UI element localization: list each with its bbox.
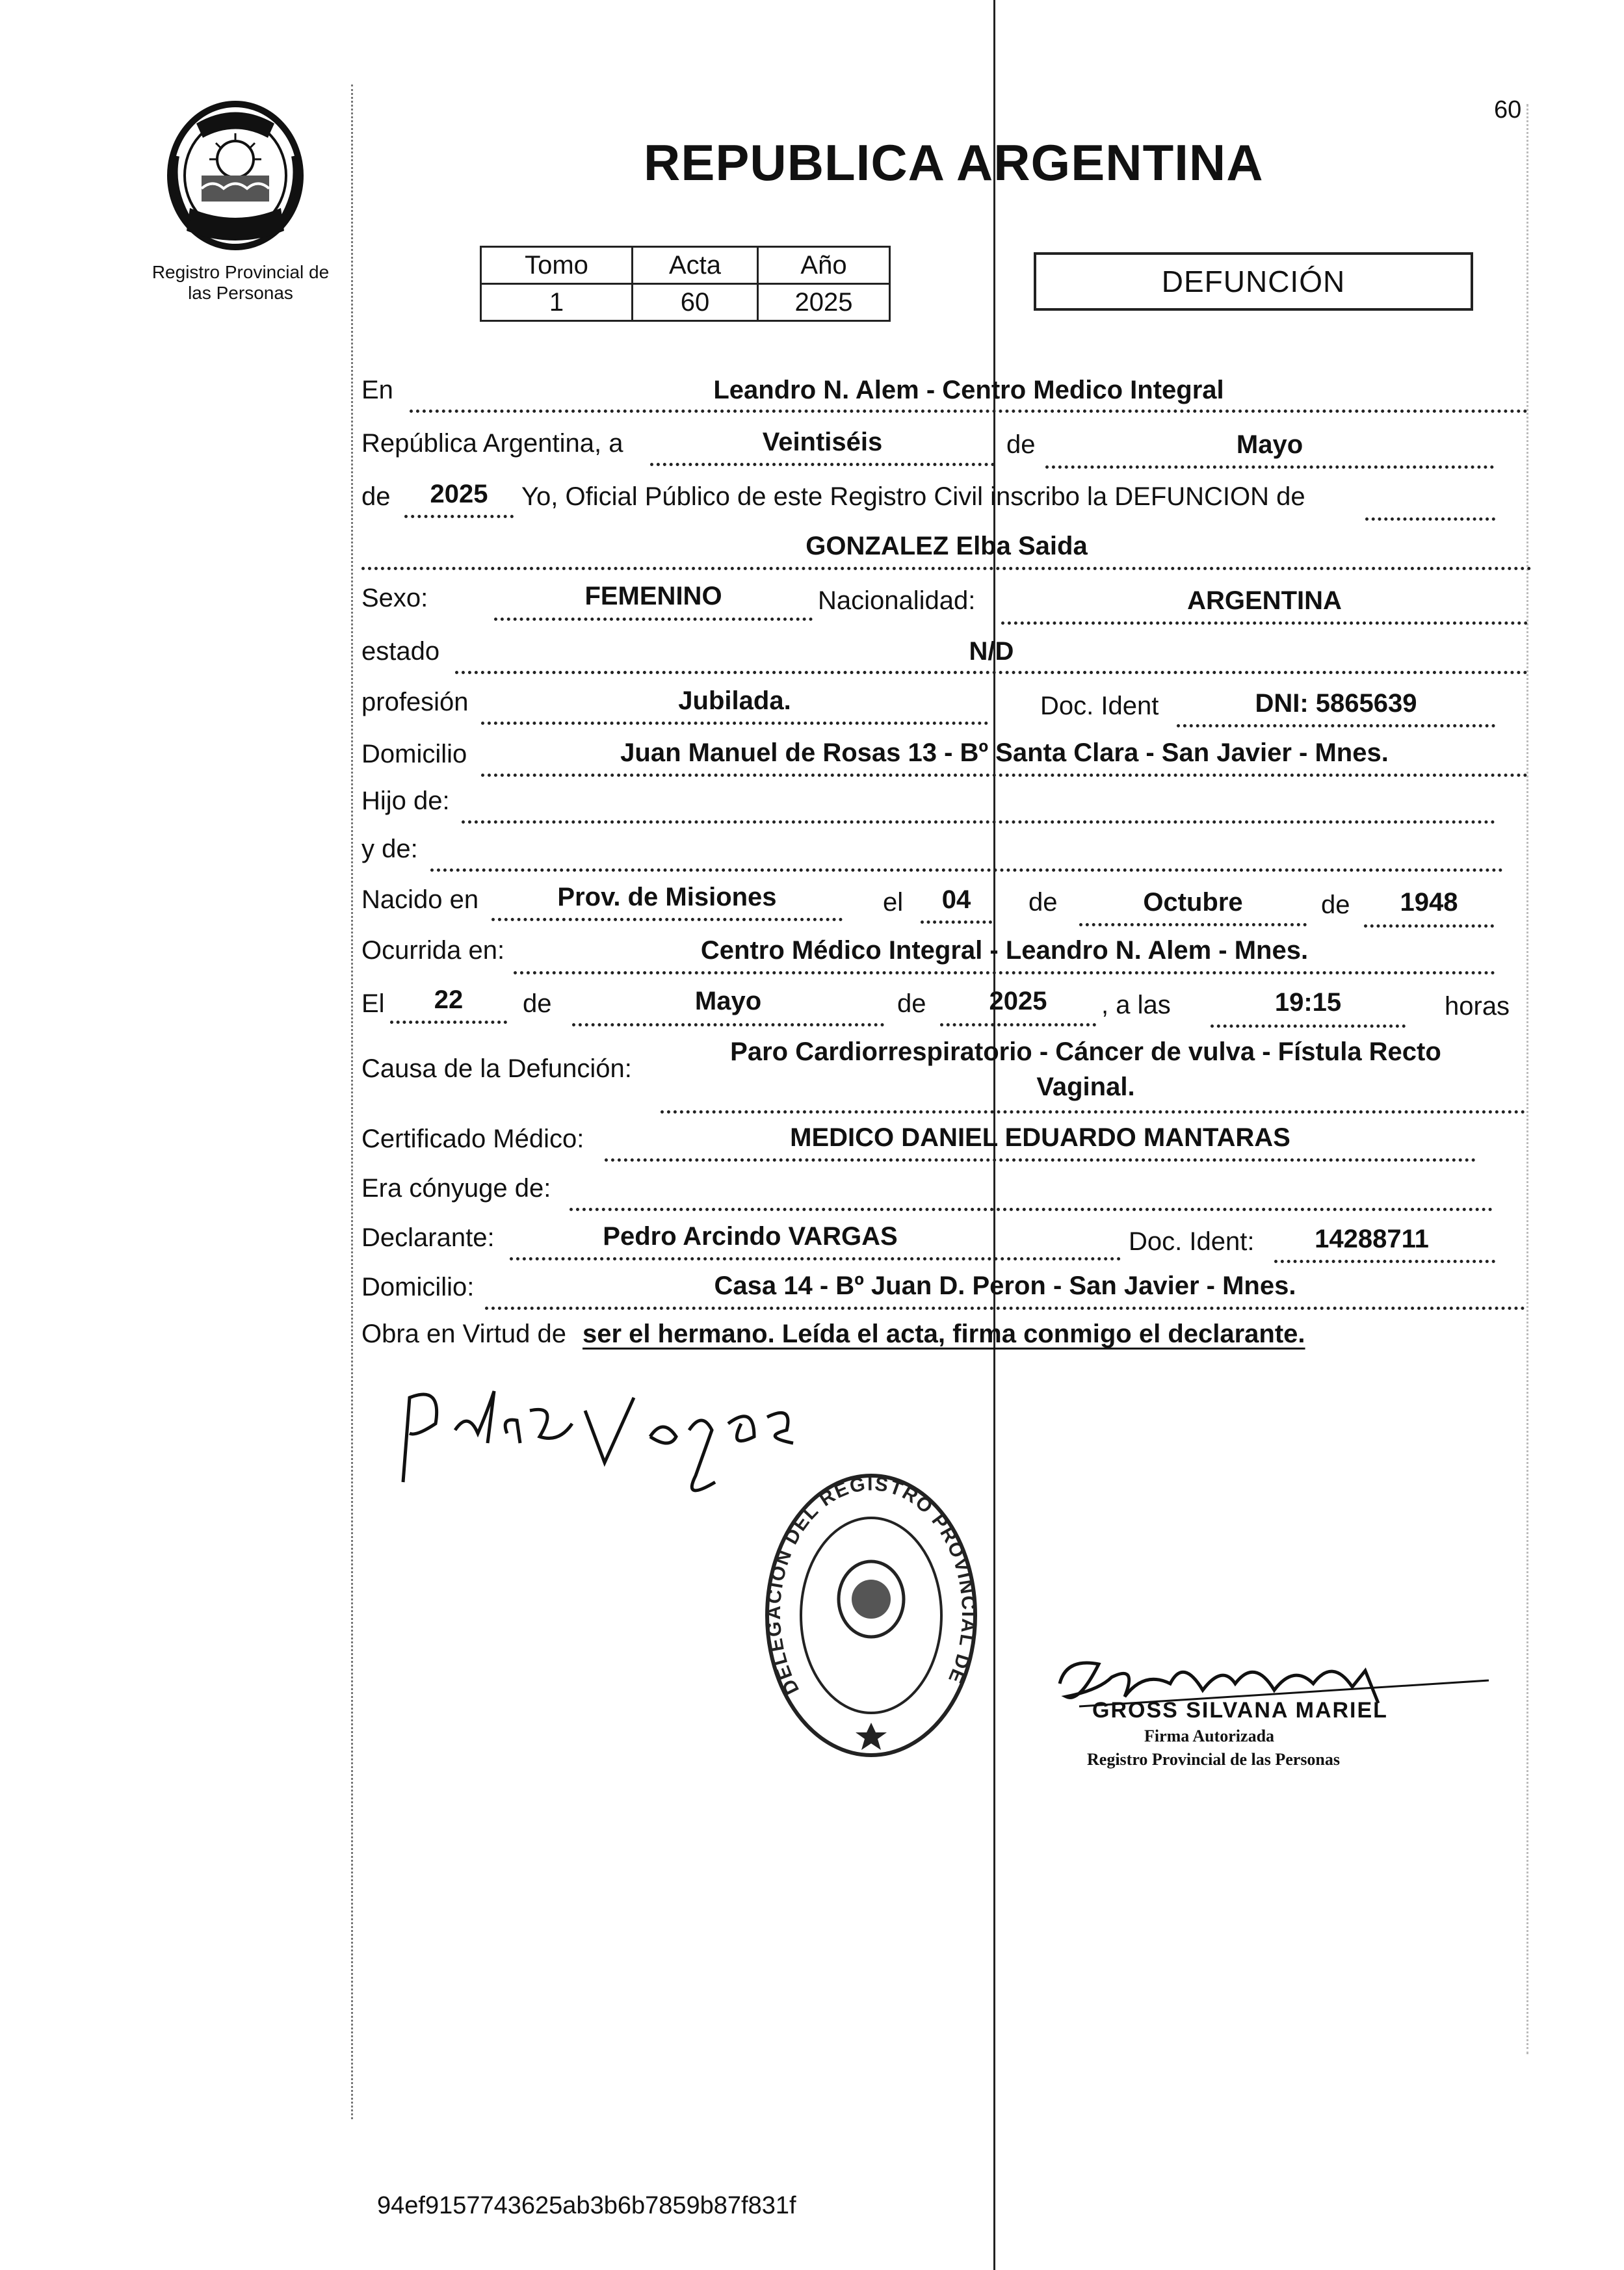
value-dia-texto: Veintiséis xyxy=(762,428,883,456)
value-fallec-anio: 2025 xyxy=(989,987,1047,1015)
label-obra-en-virtud: Obra en Virtud de xyxy=(361,1320,567,1348)
label-de-2: de xyxy=(361,482,391,511)
line-profesion xyxy=(481,722,988,725)
value-tomo: 1 xyxy=(481,284,633,321)
label-domicilio: Domicilio xyxy=(361,740,467,768)
reference-table-header xyxy=(481,247,890,284)
value-nacido-en: Prov. de Misiones xyxy=(557,883,777,911)
line-defuncion-de xyxy=(1365,517,1495,521)
label-ocurrida-en: Ocurrida en: xyxy=(361,936,505,965)
misiones-seal-icon xyxy=(151,98,320,254)
line-dia xyxy=(650,463,995,466)
value-ocurrida-en: Centro Médico Integral - Leandro N. Alem - Mnes. xyxy=(700,936,1309,965)
label-sexo: Sexo: xyxy=(361,584,428,612)
line-anio xyxy=(404,515,514,518)
label-de-1: de xyxy=(1006,430,1036,459)
line-mes xyxy=(1045,465,1494,469)
line-fallec-anio xyxy=(940,1023,1096,1026)
label-republica: República Argentina, a xyxy=(361,429,623,458)
stamp-text: DELEGACION DEL REGISTRO PROVINCIAL DE xyxy=(763,1473,980,1698)
line-nacido-en xyxy=(491,918,843,921)
value-nombre: GONZALEZ Elba Saida xyxy=(805,532,1088,560)
registry-stamp-icon xyxy=(761,1469,982,1762)
label-de-nac-anio: de xyxy=(1321,891,1350,919)
value-nac-mes: Octubre xyxy=(1143,888,1243,917)
line-domicilio xyxy=(481,774,1528,777)
line-nac-mes xyxy=(1079,923,1307,926)
label-conyuge: Era cónyuge de: xyxy=(361,1174,551,1203)
value-hora: 19:15 xyxy=(1274,988,1342,1017)
line-fallec-dia xyxy=(390,1021,507,1024)
label-el-fallec: El xyxy=(361,989,385,1018)
label-nacionalidad: Nacionalidad: xyxy=(818,586,976,615)
value-nac-dia: 04 xyxy=(941,885,971,914)
value-certificado: MEDICO DANIEL EDUARDO MANTARAS xyxy=(790,1123,1290,1152)
line-declarante xyxy=(510,1257,1121,1260)
label-domicilio2: Domicilio: xyxy=(361,1273,475,1301)
registry-label-line2: las Personas xyxy=(188,283,293,303)
value-declarante-domicilio: Casa 14 - Bº Juan D. Peron - San Javier - Mnes. xyxy=(714,1272,1296,1300)
value-profesion: Jubilada. xyxy=(678,686,791,715)
label-en: En xyxy=(361,376,393,404)
line-causa xyxy=(661,1110,1525,1114)
value-anio: 2025 xyxy=(430,480,488,508)
label-doc-ident: Doc. Ident xyxy=(1040,692,1159,720)
officer-title: Firma Autorizada xyxy=(1144,1727,1275,1745)
value-nacionalidad: ARGENTINA xyxy=(1187,586,1342,615)
line-ocurrida-en xyxy=(514,971,1495,974)
line-nac-dia xyxy=(921,920,992,924)
act-type-box: DEFUNCIÓN xyxy=(1034,252,1473,311)
line-nacionalidad xyxy=(1001,621,1528,625)
registry-label xyxy=(140,262,341,304)
line-nac-anio xyxy=(1364,924,1494,928)
registry-label-line1: Registro Provincial de xyxy=(151,262,330,282)
label-profesion: profesión xyxy=(361,688,469,716)
value-dni: DNI: 5865639 xyxy=(1255,689,1417,718)
line-estado xyxy=(455,671,1528,674)
value-fallec-dia: 22 xyxy=(434,985,464,1014)
line-nombre xyxy=(361,567,1532,570)
reference-table xyxy=(480,246,891,322)
reference-table-values xyxy=(481,284,890,321)
line-fallec-mes xyxy=(572,1023,884,1026)
line-sexo xyxy=(494,618,813,621)
value-fallec-mes: Mayo xyxy=(694,987,762,1015)
line-en xyxy=(410,410,1528,413)
value-estado: N/D xyxy=(969,637,1014,666)
label-de-nac-mes: de xyxy=(1028,888,1058,917)
header-anio: Año xyxy=(758,247,890,284)
label-y-de: y de: xyxy=(361,835,418,863)
line-hijo-de xyxy=(462,820,1495,824)
value-acta: 60 xyxy=(633,284,758,321)
label-estado: estado xyxy=(361,637,440,666)
label-causa: Causa de la Defunción: xyxy=(361,1054,632,1083)
page-number: 60 xyxy=(1494,96,1522,124)
left-margin-line xyxy=(351,85,353,2119)
header-tomo: Tomo xyxy=(481,247,633,284)
line-certificado xyxy=(605,1158,1476,1162)
label-a-las: , a las xyxy=(1101,991,1171,1019)
document-hash: 94ef9157743625ab3b6b7859b87f831f xyxy=(377,2192,796,2219)
value-causa-line1: Paro Cardiorrespiratorio - Cáncer de vulva - Fístula Recto xyxy=(730,1037,1441,1066)
value-declarante: Pedro Arcindo VARGAS xyxy=(603,1222,898,1251)
page-title: REPUBLICA ARGENTINA xyxy=(644,134,1264,191)
line-hora xyxy=(1211,1024,1406,1028)
value-declarante-doc: 14288711 xyxy=(1315,1225,1429,1253)
line-dni xyxy=(1177,724,1495,727)
value-causa-line2: Vaginal. xyxy=(1036,1073,1135,1101)
label-hijo-de: Hijo de: xyxy=(361,787,450,815)
label-de-fallec-mes: de xyxy=(523,989,552,1018)
label-nacido-en: Nacido en xyxy=(361,885,479,914)
label-el-nac: el xyxy=(883,888,904,917)
value-domicilio: Juan Manuel de Rosas 13 - Bº Santa Clara - San Javier - Mnes. xyxy=(620,738,1389,767)
value-sexo: FEMENINO xyxy=(584,582,722,610)
value-nac-anio: 1948 xyxy=(1400,888,1458,917)
line-domicilio2 xyxy=(485,1307,1525,1310)
value-lugar: Leandro N. Alem - Centro Medico Integral xyxy=(713,376,1224,404)
label-horas: horas xyxy=(1445,992,1510,1021)
value-anio: 2025 xyxy=(758,284,890,321)
officer-name: GROSS SILVANA MARIEL xyxy=(1092,1698,1388,1723)
officer-office: Registro Provincial de las Personas xyxy=(1087,1750,1341,1769)
label-certificado: Certificado Médico: xyxy=(361,1125,584,1153)
label-doc-ident2: Doc. Ident: xyxy=(1129,1227,1255,1256)
label-declarante: Declarante: xyxy=(361,1223,495,1252)
line-y-de xyxy=(430,868,1503,872)
value-obra-en-virtud: ser el hermano. Leída el acta, firma conmigo el declarante. xyxy=(583,1320,1305,1348)
value-mes: Mayo xyxy=(1236,430,1303,459)
label-de-fallec-anio: de xyxy=(897,989,926,1018)
label-yo-oficial: Yo, Oficial Público de este Registro Civil inscribo la DEFUNCION de xyxy=(521,482,1305,511)
line-declarante-doc xyxy=(1274,1260,1495,1263)
header-acta: Acta xyxy=(633,247,758,284)
line-conyuge xyxy=(570,1208,1493,1211)
